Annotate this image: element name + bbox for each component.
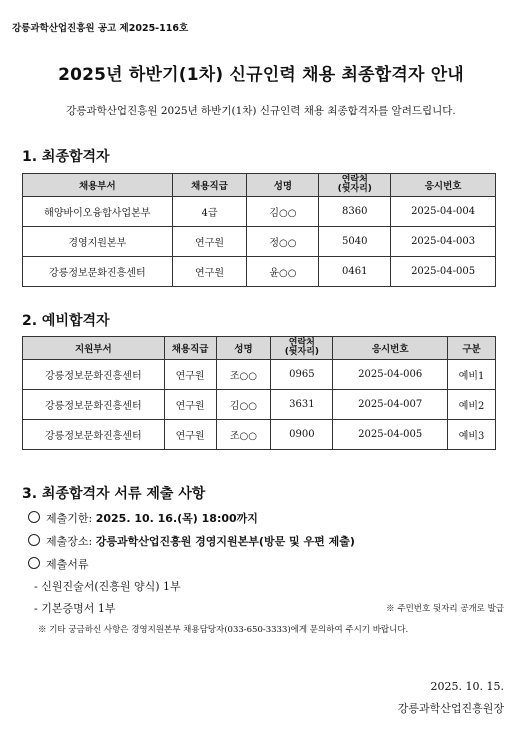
place-line: [28, 533, 355, 549]
header-cell: 성명: [216, 337, 271, 360]
header-cell: 성명: [247, 174, 319, 197]
table-cell: 2025-04-007: [333, 390, 448, 420]
notice-number: 강릉과학산업진흥원 공고 제2025-116호: [12, 23, 189, 34]
doc-item-1: - 신원진술서(진흥원 양식) 1부: [34, 580, 181, 593]
table-cell: 연구원: [164, 360, 216, 390]
table-cell: 8360: [319, 197, 391, 227]
circle-bullet-icon: [28, 557, 40, 569]
final-table-header: [23, 174, 496, 197]
place-value: 강릉과학산업진흥원 경영지원본부(방문 및 우편 제출): [95, 535, 355, 548]
table-cell: 2025-04-006: [333, 360, 448, 390]
section-final-heading: 1. 최종합격자: [22, 149, 110, 165]
header-cell: 응시번호: [333, 337, 448, 360]
header-cell: 채용부서: [23, 174, 173, 197]
table-cell: 5040: [319, 227, 391, 257]
table-row: [23, 227, 496, 257]
table-cell: 정○○: [247, 227, 319, 257]
table-cell: 경영지원본부: [23, 227, 173, 257]
header-cell: 연락처 (뒷자리): [319, 174, 391, 197]
table-cell: 예비3: [448, 420, 496, 450]
deadline-label: 제출기한:: [46, 512, 93, 525]
docs-line: [28, 556, 89, 572]
table-cell: 연구원: [164, 420, 216, 450]
table-cell: 2025-04-005: [391, 257, 496, 287]
final-table: [22, 173, 496, 287]
table-cell: 4급: [172, 197, 247, 227]
doc-item-2: - 기본증명서 1부: [34, 602, 116, 615]
table-row: [23, 390, 496, 420]
table-cell: 김○○: [247, 197, 319, 227]
table-cell: 강릉정보문화진흥센터: [23, 257, 173, 287]
table-cell: 3631: [271, 390, 333, 420]
table-row: [23, 197, 496, 227]
table-cell: 조○○: [216, 360, 271, 390]
table-cell: 윤○○: [247, 257, 319, 287]
section-documents-heading: 3. 최종합격자 서류 제출 사항: [22, 486, 206, 502]
table-cell: 강릉정보문화진흥센터: [23, 360, 165, 390]
header-cell: 지원부서: [23, 337, 165, 360]
table-cell: 예비1: [448, 360, 496, 390]
contact-note: ※ 기타 궁금하신 사항은 경영지원본부 채용담당자(033-650-3333)에게 문의하여 주시기 바랍니다.: [38, 625, 409, 635]
docs-label: 제출서류: [46, 558, 89, 571]
intro-text: 강릉과학산업진흥원 2025년 하반기(1차) 신규인력 채용 최종합격자를 알려드립니다.: [66, 105, 456, 117]
header-cell: 응시번호: [391, 174, 496, 197]
table-cell: 강릉정보문화진흥센터: [23, 390, 165, 420]
deadline-line: [28, 510, 258, 526]
table-row: [23, 257, 496, 287]
table-cell: 강릉정보문화진흥센터: [23, 420, 165, 450]
circle-bullet-icon: [28, 534, 40, 546]
place-label: 제출장소:: [46, 535, 93, 548]
table-cell: 예비2: [448, 390, 496, 420]
table-cell: 2025-04-004: [391, 197, 496, 227]
reserve-table: [22, 336, 496, 450]
table-cell: 조○○: [216, 420, 271, 450]
table-cell: 0461: [319, 257, 391, 287]
doc-item-2-note: ※ 주민번호 뒷자리 공개로 발급: [386, 604, 504, 614]
reserve-table-header: [23, 337, 496, 360]
circle-bullet-icon: [28, 511, 40, 523]
section-reserve-heading: 2. 예비합격자: [22, 313, 110, 329]
header-cell: 구분: [448, 337, 496, 360]
table-row: [23, 420, 496, 450]
header-cell: 채용직급: [172, 174, 247, 197]
header-cell: 채용직급: [164, 337, 216, 360]
header-cell: 연락처 (뒷자리): [271, 337, 333, 360]
deadline-value: 2025. 10. 16.(목) 18:00까지: [95, 512, 258, 525]
issue-date: 2025. 10. 15.: [430, 680, 504, 693]
table-cell: 0965: [271, 360, 333, 390]
table-cell: 0900: [271, 420, 333, 450]
table-cell: 연구원: [164, 390, 216, 420]
table-cell: 연구원: [172, 257, 247, 287]
issuer: 강릉과학산업진흥원장: [397, 702, 504, 715]
table-cell: 2025-04-005: [333, 420, 448, 450]
table-cell: 2025-04-003: [391, 227, 496, 257]
table-cell: 해양바이오융합사업본부: [23, 197, 173, 227]
table-cell: 김○○: [216, 390, 271, 420]
table-row: [23, 360, 496, 390]
table-cell: 연구원: [172, 227, 247, 257]
page-title: 2025년 하반기(1차) 신규인력 채용 최종합격자 안내: [58, 65, 464, 85]
